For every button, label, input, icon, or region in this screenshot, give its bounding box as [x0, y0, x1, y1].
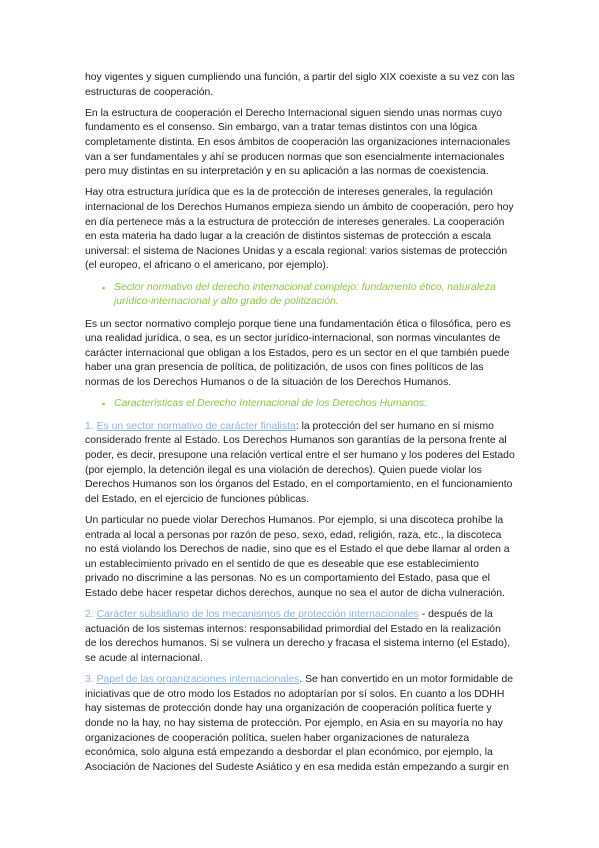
bullet-text: Características el Derecho Internacional de los Derechos Humanos: — [114, 398, 428, 410]
square-bullet-icon: ▪ — [102, 282, 106, 293]
item-text: . Se han convertido en un motor formidable de iniciativas que de otro modo los Estados no adoptarían por sí solos. En cuanto a los DDHH hay sistemas de protección donde hay una organización de cooperación política fuerte y donde no la hay, no hay sistema de protección. Por ejemplo, en Asia en su mayoría no hay organizaciones de cooperación política, suelen haber organizaciones de naturaleza económica, solo alguna está empezando a desbordar el plan económico, por ejemplo, la Asociación de Naciones del Sudeste Asiático y en esa medida están empezando a surgir en — [85, 674, 514, 773]
paragraph-private-individual: Un particular no puede violar Derechos Humanos. Por ejemplo, si una discoteca prohíbe la entrada al local a personas por razón de peso, sexo, edad, religión, raza, etc., la discoteca no está violando los Derechos de nadie, sino que es el Estado el que debe llamar al orden a un establecimiento privado en el sentido de que es deseable que ese establecimiento privado no discrimine a las personas. No es un comportamiento del Estado, pasa que el Estado debe hacer respetar dichos derechos, aunque no sea el autor de dicha vulneración. — [85, 515, 510, 599]
item-number: 2. — [85, 609, 94, 621]
item-link-organizations[interactable]: Papel de las organizaciones internacionales — [96, 674, 300, 686]
paragraph-complex-sector: Es un sector normativo complejo porque tiene una fundamentación ética o filosófica, pero es una realidad jurídica, o sea, es un sector jurídico-internacional, son normas vinculantes de carácter internacional que obligan a los Estados, pero es un sector en el que también puede haber una gran presencia de política, de politización, de usos con fines políticos de las normas de los Derechos Humanos o de la situación de los Derechos Humanos. — [85, 318, 511, 389]
paragraph-general-interests: Hay otra estructura jurídica que es la de protección de intereses generales, la regulación internacional de los Derechos Humanos empieza siendo un ámbito de cooperación, pero hoy en día pertenece más a la estructura de protección de intereses generales. La cooperación en esta materia ha dado lugar a la creación de distintos sistemas de protección a escala universal: el sistema de Naciones Unidas y a escala regional: varios sistemas de protección (el europeo, el africano o el americano, por ejemplo). — [85, 187, 514, 272]
list-item-subsidiary — [85, 608, 515, 666]
square-bullet-icon: ▪ — [102, 399, 106, 410]
list-item-organizations — [85, 673, 515, 775]
item-number: 3. — [85, 674, 94, 686]
bullet-characteristics — [85, 397, 515, 412]
item-text: - después de la actuación de los sistemas internos: responsabilidad primordial del Estado en la realización de los derechos humanos. Si se vulnera un derecho y fracasa el sistema interno (el Estado), se acude al internacional. — [85, 609, 511, 664]
item-number: 1. — [85, 420, 94, 432]
item-text: : la protección del ser humano en sí mismo considerado frente al Estado. Los Derechos Humanos son garantías de la persona frente al poder, es decir, presupone una relación vertical entre el ser humano y los poderes del Estado (por ejemplo, la detención ilegal es una violación de derechos). Quien puede violar los Derechos Humanos son los órganos del Estado, en el comportamiento, en el funcionamiento del Estado, en el ejercicio de funciones públicas. — [85, 420, 515, 505]
bullet-text: Sector normativo del derecho internacional complejo: fundamento ético, naturaleza jurídico-internacional y alto grado de politización. — [114, 281, 496, 308]
paragraph-coexistence-continued: hoy vigentes y siguen cumpliendo una función, a partir del siglo XIX coexiste a su vez con las estructuras de cooperación. — [85, 72, 515, 98]
item-link-subsidiary[interactable]: Carácter subsidiario de los mecanismos de protección internacionales — [96, 609, 419, 621]
item-link-finalist[interactable]: Es un sector normativo de carácter finalista — [96, 420, 296, 432]
paragraph-cooperation-structure: En la estructura de cooperación el Derecho Internacional siguen siendo unas normas cuyo fundamento es el consenso. Sin embargo, van a tratar temas distintos con una lógica completamente distinta. En esos ámbitos de cooperación las organizaciones internacionales van a ser fundamentales y ahí se producen normas que son esencialmente internacionales pero muy distintas en su interpretación y en su aplicación a las normas de coexistencia. — [85, 107, 511, 178]
bullet-complex-sector — [85, 281, 515, 310]
list-item-finalist — [85, 420, 515, 508]
